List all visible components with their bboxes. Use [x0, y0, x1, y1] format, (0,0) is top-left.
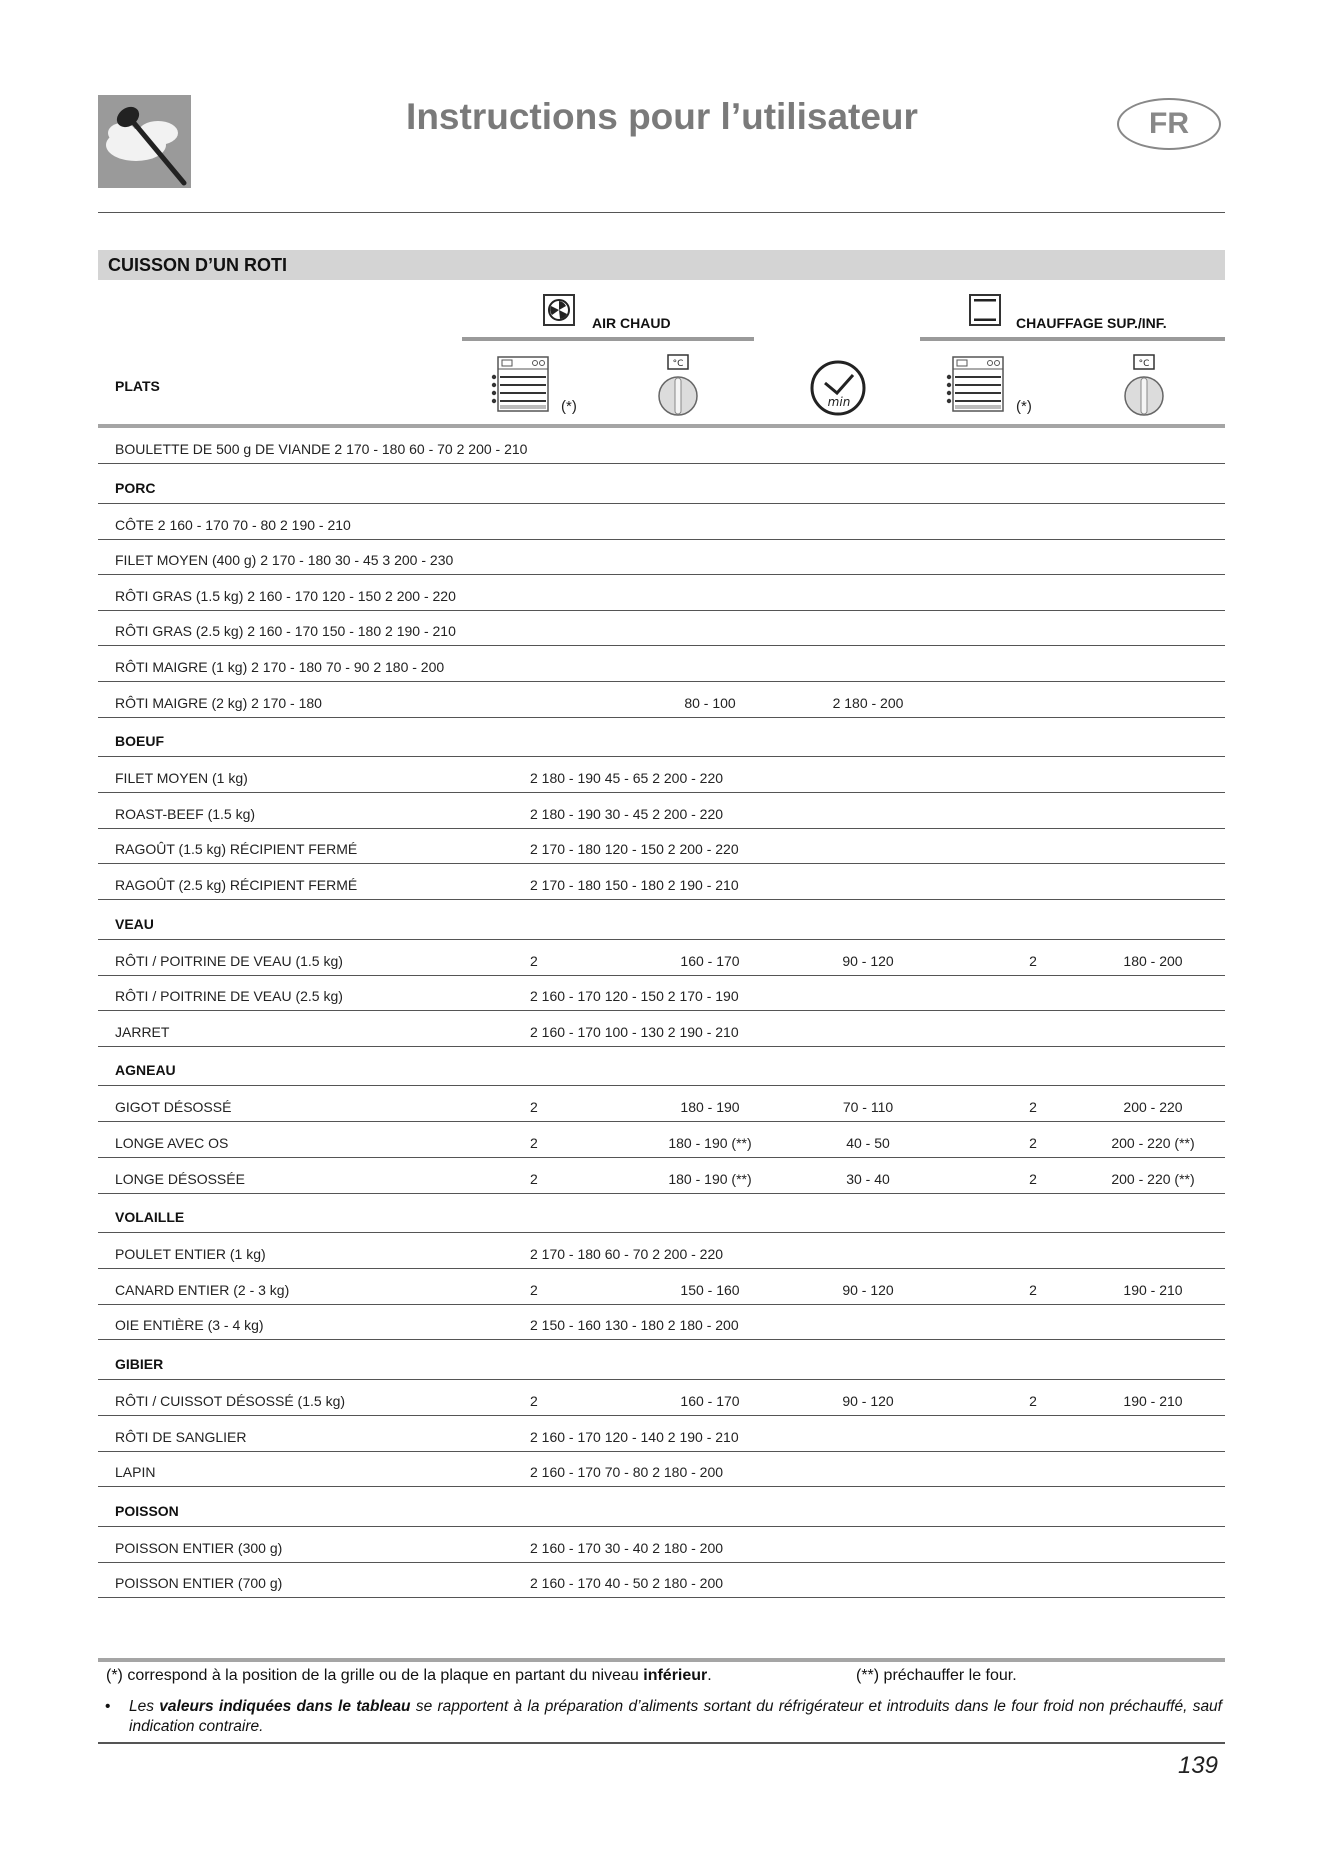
cell-c4: 2 — [1029, 1135, 1037, 1151]
category-row — [98, 1193, 1225, 1233]
cell-c4: 2 — [1029, 1170, 1037, 1187]
cell-c2: 180 - 190 — [680, 1099, 740, 1116]
cell-c2: 160 - 170 — [680, 1393, 740, 1409]
dish-name: LONGE AVEC OS — [115, 1135, 229, 1151]
dish-name: ROAST-BEEF (1.5 kg) — [115, 805, 256, 822]
dish-name: LAPIN — [115, 1464, 156, 1481]
cell-c2: 160 - 170 — [680, 952, 740, 969]
rack-level-icon — [490, 355, 554, 415]
note-suffix: se rapportent à la préparation d’aliments sortant du réfrigérateur et introduits dans le four froid non préchauffé, sauf indication contraire. — [129, 1698, 1222, 1735]
timer-icon — [809, 359, 867, 417]
table-row — [98, 1527, 1225, 1563]
air-chaud-divider — [462, 337, 754, 341]
dish-name: POULET ENTIER (1 kg) — [115, 1246, 266, 1263]
note-bullet: • — [105, 1698, 111, 1715]
dish-name: CANARD ENTIER (2 - 3 kg) — [115, 1281, 290, 1298]
dish-name: JARRET — [115, 1023, 170, 1040]
cell-c2: 80 - 100 — [684, 694, 736, 711]
footnote-rack-bold: inférieur — [643, 1667, 708, 1684]
table-note — [104, 1697, 1222, 1737]
table-row — [98, 1122, 1225, 1158]
cell-c3: 40 - 50 — [846, 1135, 890, 1151]
cell-c1: 2 — [530, 952, 538, 969]
cell-c1: 2 160 - 170 40 - 50 2 180 - 200 — [530, 1575, 724, 1592]
page-number: 139 — [1177, 1752, 1218, 1779]
table-row — [98, 575, 1225, 611]
cell-c1: 2 170 - 180 120 - 150 2 200 - 220 — [530, 841, 739, 858]
dish-name: RÔTI / POITRINE DE VEAU (1.5 kg) — [115, 952, 343, 969]
page-title: Instructions pour l’utilisateur — [406, 96, 918, 137]
table-row — [98, 1011, 1225, 1047]
cell-c1: 2 — [530, 1281, 538, 1298]
cell-c1: 2 — [530, 1099, 538, 1116]
cell-c1: 2 160 - 170 120 - 140 2 190 - 210 — [530, 1428, 739, 1445]
dish-name: RÔTI / POITRINE DE VEAU (2.5 kg) — [115, 988, 343, 1005]
chauffage-label: CHAUFFAGE SUP./INF. — [1016, 315, 1167, 331]
top-bottom-heating-icon — [969, 294, 1001, 326]
cell-c5: 200 - 220 — [1123, 1099, 1183, 1116]
dish-name: LONGE DÉSOSSÉE — [115, 1170, 245, 1187]
table-row — [98, 1086, 1225, 1122]
cell-c1: 2 160 - 170 120 - 150 2 170 - 190 — [530, 988, 739, 1005]
table-row — [98, 975, 1225, 1011]
cell-c4: 2 — [1029, 952, 1037, 969]
category-row — [98, 900, 1225, 940]
category-label: POISSON — [115, 1502, 179, 1519]
header-divider — [98, 212, 1225, 213]
table-row — [98, 682, 1225, 718]
temperature-unit: °C — [1138, 359, 1150, 369]
table-row — [98, 428, 1225, 464]
chauffage-divider — [920, 337, 1225, 341]
cell-c1: 2 180 - 190 30 - 45 2 200 - 220 — [530, 805, 724, 822]
cell-c1: 2 — [530, 1135, 538, 1151]
category-row — [98, 464, 1225, 504]
dish-name: OIE ENTIÈRE (3 - 4 kg) — [115, 1317, 264, 1334]
section-title: CUISSON D’UN ROTI — [98, 250, 1225, 280]
table-row — [98, 1562, 1225, 1598]
category-label: VEAU — [115, 915, 154, 932]
cell-c2: 180 - 190 (**) — [668, 1135, 752, 1151]
dish-name: RÔTI / CUISSOT DÉSOSSÉ (1.5 kg) — [115, 1393, 346, 1409]
cell-c1: 2 — [530, 1393, 538, 1409]
cell-c5: 190 - 210 — [1123, 1281, 1183, 1298]
plats-header: PLATS — [115, 378, 160, 394]
dish-name: RAGOÛT (2.5 kg) RÉCIPIENT FERMÉ — [115, 877, 358, 893]
rack-level-icon — [945, 355, 1009, 415]
temperature-knob-icon — [656, 354, 700, 418]
temperature-unit: °C — [672, 359, 684, 369]
cell-c4: 2 — [1029, 1281, 1037, 1298]
dish-name: GIGOT DÉSOSSÉ — [115, 1099, 232, 1116]
table-row — [98, 1380, 1225, 1416]
category-row — [98, 1340, 1225, 1380]
cell-c4: 2 — [1029, 1393, 1037, 1409]
table-row — [98, 793, 1225, 829]
category-label: PORC — [115, 479, 156, 496]
table-row — [98, 1451, 1225, 1487]
dish-name: RÔTI GRAS (2.5 kg) 2 160 - 170 150 - 180 2 190 - 210 — [115, 623, 456, 640]
table-row — [98, 1304, 1225, 1340]
table-row — [98, 504, 1225, 540]
dish-name: RÔTI MAIGRE (2 kg) 2 170 - 180 — [115, 694, 322, 711]
note-bold: valeurs indiquées dans le tableau — [159, 1698, 411, 1715]
cell-c3: 90 - 120 — [842, 1393, 894, 1409]
table-row — [98, 1269, 1225, 1305]
rack-note-mark: (*) — [561, 398, 577, 415]
category-row — [98, 717, 1225, 757]
dish-name: RAGOÛT (1.5 kg) RÉCIPIENT FERMÉ — [115, 841, 358, 858]
cell-c2: 150 - 160 — [680, 1281, 740, 1298]
cell-c4: 2 — [1029, 1099, 1037, 1116]
dish-name: POISSON ENTIER (300 g) — [115, 1539, 283, 1556]
dish-name: CÔTE 2 160 - 170 70 - 80 2 190 - 210 — [115, 516, 351, 533]
cell-c5: 180 - 200 — [1123, 952, 1183, 969]
dish-name: RÔTI MAIGRE (1 kg) 2 170 - 180 70 - 90 2 180 - 200 — [115, 659, 445, 675]
dish-name: POISSON ENTIER (700 g) — [115, 1575, 283, 1592]
cell-c5: 200 - 220 (**) — [1111, 1170, 1195, 1187]
cell-c3: 90 - 120 — [842, 952, 894, 969]
table-row — [98, 539, 1225, 575]
dish-name: RÔTI GRAS (1.5 kg) 2 160 - 170 120 - 150 2 200 - 220 — [115, 587, 456, 604]
dish-name: BOULETTE DE 500 g DE VIANDE 2 170 - 180 60 - 70 2 200 - 210 — [115, 441, 528, 457]
table-row — [98, 864, 1225, 900]
cell-c5: 200 - 220 (**) — [1111, 1135, 1195, 1151]
cell-c2: 180 - 190 (**) — [668, 1170, 752, 1187]
table-row — [98, 757, 1225, 793]
temperature-knob-icon — [1122, 354, 1166, 418]
category-label: GIBIER — [115, 1356, 164, 1372]
footnote-rack-end: . — [707, 1667, 712, 1684]
footnote-preheat: (**) préchauffer le four. — [856, 1667, 1017, 1684]
category-row — [98, 1487, 1225, 1527]
cell-c1: 2 160 - 170 70 - 80 2 180 - 200 — [530, 1464, 724, 1481]
category-label: AGNEAU — [115, 1062, 176, 1079]
table-row — [98, 610, 1225, 646]
table-row — [98, 1158, 1225, 1194]
timer-unit: min — [827, 395, 851, 409]
table-row — [98, 828, 1225, 864]
table-row — [98, 646, 1225, 682]
language-badge: FR — [1117, 98, 1221, 150]
table-row — [98, 940, 1225, 976]
rack-note-mark: (*) — [1016, 398, 1032, 415]
cell-c1: 2 150 - 160 130 - 180 2 180 - 200 — [530, 1317, 739, 1334]
air-chaud-label: AIR CHAUD — [592, 315, 671, 331]
cell-c3: 90 - 120 — [842, 1281, 894, 1298]
cell-c5: 190 - 210 — [1123, 1393, 1183, 1409]
dish-name: RÔTI DE SANGLIER — [115, 1428, 247, 1445]
cell-c1: 2 170 - 180 60 - 70 2 200 - 220 — [530, 1246, 724, 1263]
cell-c1: 2 180 - 190 45 - 65 2 200 - 220 — [530, 770, 724, 787]
footnote-rack-text: (*) correspond à la position de la grille ou de la plaque en partant du niveau — [106, 1667, 644, 1684]
cell-c1: 2 160 - 170 100 - 130 2 190 - 210 — [530, 1023, 739, 1040]
category-row — [98, 1046, 1225, 1086]
category-label: BOEUF — [115, 733, 164, 750]
cell-c1: 2 160 - 170 30 - 40 2 180 - 200 — [530, 1539, 724, 1556]
cell-c3: 2 180 - 200 — [832, 694, 904, 711]
table-row — [98, 1233, 1225, 1269]
cell-c1: 2 170 - 180 150 - 180 2 190 - 210 — [530, 877, 739, 893]
footnote-rack-position — [106, 1667, 712, 1685]
note-prefix: Les — [129, 1698, 160, 1715]
cell-c3: 30 - 40 — [846, 1170, 890, 1187]
cell-c1: 2 — [530, 1170, 538, 1187]
footer-divider — [98, 1742, 1225, 1744]
table-bottom-rule — [98, 1658, 1225, 1662]
table-row — [98, 1416, 1225, 1452]
fan-oven-icon — [543, 294, 575, 326]
category-label: VOLAILLE — [115, 1209, 185, 1226]
dish-name: FILET MOYEN (400 g) 2 170 - 180 30 - 45 3 200 - 230 — [115, 552, 454, 569]
dish-name: FILET MOYEN (1 kg) — [115, 770, 248, 787]
cell-c3: 70 - 110 — [842, 1099, 894, 1116]
